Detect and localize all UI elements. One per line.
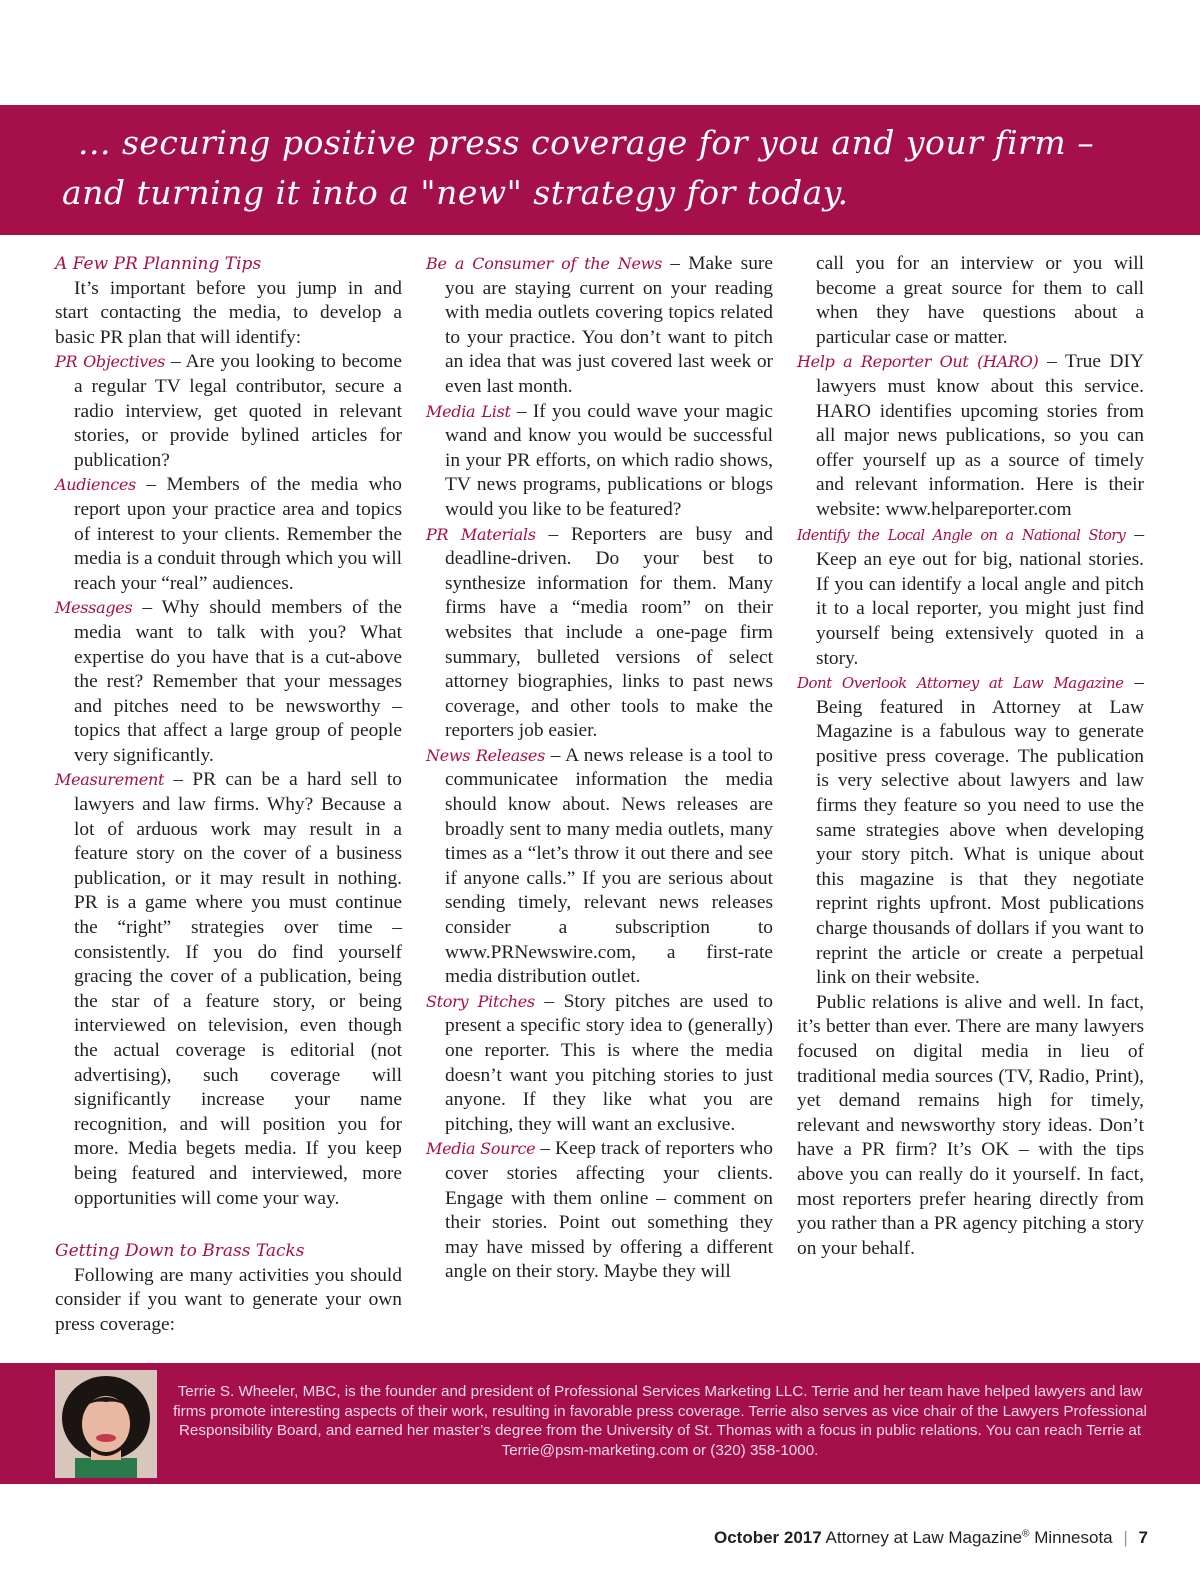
item-heading: News Releases bbox=[426, 745, 545, 765]
headline-line-2: and turning it into a "new" strategy for today. bbox=[62, 173, 849, 212]
page-number: 7 bbox=[1138, 1528, 1148, 1547]
item-text: – Keep track of reporters who cover stories affecting your clients. Engage with them online – comment on their stories. Point out something they may have missed by offering a different angle on their story. Maybe they will bbox=[445, 1138, 773, 1283]
footer-separator: | bbox=[1123, 1528, 1128, 1547]
item-media-source-continued: call you for an interview or you will become a great source for them to call when they have questions about a particular case or matter. bbox=[816, 253, 1144, 348]
column-3 bbox=[797, 252, 1144, 1261]
item-measurement bbox=[55, 768, 402, 1211]
item-story-pitches bbox=[426, 990, 773, 1138]
item-news-releases bbox=[426, 744, 773, 990]
item-heading: Audiences bbox=[55, 475, 136, 495]
item-heading: Media Source bbox=[426, 1139, 536, 1159]
author-photo bbox=[55, 1370, 157, 1478]
item-text: – Why should members of the media want to talk with you? What expertise do you have that is a cut-above the rest? Remember that your messages and pitches need to be newsworthy – topics that affect a large group of people very significantly. bbox=[74, 597, 402, 766]
item-text: – If you could wave your magic wand and know you would be successful in your PR efforts, on which radio shows, TV news programs, publications or blogs would you like to be featured? bbox=[445, 400, 773, 520]
item-local-angle bbox=[797, 523, 1144, 672]
author-portrait-icon bbox=[55, 1370, 157, 1478]
item-text: – Reporters are busy and deadline-driven. Do your best to synthesize information for them. Many firms have a “media room” on their websites that include a one-page firm summary, bulleted versions of select attorney biographies, links to past news coverage, and other tools to make the reporters job easier. bbox=[445, 523, 773, 742]
item-messages bbox=[55, 596, 402, 768]
footer-magazine: Attorney at Law Magazine bbox=[825, 1528, 1023, 1547]
item-heading: Media List bbox=[426, 401, 511, 421]
item-heading: PR Objectives bbox=[55, 352, 166, 372]
item-consumer-of-news bbox=[426, 252, 773, 400]
section-heading-brass-tacks: Getting Down to Brass Tacks bbox=[55, 1241, 305, 1262]
item-heading: Measurement bbox=[55, 770, 165, 790]
paragraph-intro: It’s important before you jump in and start contacting the media, to develop a basic PR plan that will identify: bbox=[55, 277, 402, 348]
item-heading: Identify the Local Angle on a National Story bbox=[797, 527, 1126, 544]
item-pr-materials bbox=[426, 523, 773, 744]
item-media-list bbox=[426, 400, 773, 523]
item-haro bbox=[797, 350, 1144, 522]
item-heading: Story Pitches bbox=[426, 991, 535, 1011]
item-pr-objectives bbox=[55, 350, 402, 473]
item-heading: PR Materials bbox=[426, 524, 536, 544]
item-heading: Be a Consumer of the News bbox=[426, 254, 662, 273]
item-text: – Are you looking to become a regular TV legal contributor, secure a radio interview, get quoted in relevant stories, or provide bylined articles for publication? bbox=[74, 351, 402, 471]
headline-banner bbox=[0, 105, 1200, 235]
item-text: – Being featured in Attorney at Law Magazine is a fabulous way to generate positive press coverage. The publication is very selective about lawyers and law firms they feature so you need to use the same strategies above when developing your story pitch. What is unique about this magazine is that they negotiate reprint rights upfront. Most publications charge thousands of dollars if you want to reprint the article or create a perpetual link on their website. bbox=[816, 672, 1144, 989]
section-heading-pr-planning: A Few PR Planning Tips bbox=[55, 254, 262, 274]
item-heading: Help a Reporter Out (HARO) bbox=[797, 352, 1039, 372]
item-text: – Members of the media who report upon your practice area and topics of interest to your clients. Remember the media is a conduit through which you will reach your “real” audiences. bbox=[74, 474, 402, 594]
footer-registered-mark: ® bbox=[1022, 1528, 1030, 1540]
item-text: – A news release is a tool to communicatee information the media should know about. News releases are broadly sent to many media outlets, many times as a “let’s throw it out there and see if anyone calls.” If you are serious about sending timely, relevant news releases consider a subscription to www.PRNewswire.com, a first-rate media distribution outlet. bbox=[445, 744, 774, 988]
footer-region: Minnesota bbox=[1034, 1528, 1113, 1547]
column-1 bbox=[55, 252, 402, 1338]
item-attorney-at-law bbox=[797, 671, 1144, 991]
item-media-source bbox=[426, 1137, 773, 1285]
item-text: – Keep an eye out for big, national stories. If you can identify a local angle and pitch it to a local reporter, you might just find yourself being extensively quoted in a story. bbox=[816, 523, 1145, 669]
footer-date: October 2017 bbox=[714, 1528, 822, 1547]
item-text: – True DIY lawyers must know about this service. HARO identifies upcoming stories from all major news publications, so you can offer yourself up as a source of timely and relevant information. Here is their website: www.helpareporter.com bbox=[816, 351, 1144, 520]
column-2 bbox=[426, 252, 773, 1285]
author-bio-text: Terrie S. Wheeler, MBC, is the founder and president of Professional Services Marketing LLC. Terrie and her team have helped lawyers and law firms promote interesting aspects of their work, resulting in favorable press coverage. Terrie also serves as vice chair of the Lawyers Professional Responsibility Board, and earned her master’s degree from the University of St. Thomas with a focus in public relations. You can reach Terrie at Terrie@psm-marketing.com or (320) 358-1000. bbox=[173, 1383, 1147, 1459]
page-footer bbox=[714, 1528, 1148, 1548]
headline-line-1: ... securing positive press coverage for you and your firm – bbox=[78, 123, 1095, 162]
item-text: – PR can be a hard sell to lawyers and law firms. Why? Because a lot of arduous work may result in a feature story on the cover of a business publication, or it may result in nothing. PR is a game where you must continue the “right” strategies over time – consistently. If you do find yourself gracing the cover of a publication, being the star of a feature story, or being interviewed on television, even though the actual coverage is editorial (not advertising), such coverage will significantly increase your name recognition, and will position you for more. Media begets media. If you keep being featured and interviewed, more opportunities will come your way. bbox=[74, 769, 402, 1209]
item-heading: Dont Overlook Attorney at Law Magazine bbox=[797, 674, 1124, 693]
item-audiences bbox=[55, 473, 402, 596]
item-text: – Story pitches are used to present a specific story idea to (generally) one reporter. This is where the media doesn’t want you pitching stories to just anyone. If they like what you are pitching, they will want an exclusive. bbox=[445, 990, 773, 1135]
paragraph-closing: Public relations is alive and well. In fact, it’s better than ever. There are many lawyers focused on digital media in lieu of traditional media sources (TV, Radio, Print), yet demand remains high for timely, relevant and newsworthy story ideas. Don’t have a PR firm? It’s OK – with the tips above you can really do it yourself. In fact, most reporters prefer hearing directly from you rather than a PR agency pitching a story on your behalf. bbox=[797, 991, 1144, 1259]
item-heading: Messages bbox=[55, 598, 133, 618]
item-text: – Make sure you are staying current on your reading with media outlets covering topics related to your practice. You don’t want to pitch an idea that was just covered last week or even last month. bbox=[445, 253, 773, 397]
paragraph-activities-intro: Following are many activities you should consider if you want to generate your own press coverage: bbox=[55, 1264, 402, 1335]
